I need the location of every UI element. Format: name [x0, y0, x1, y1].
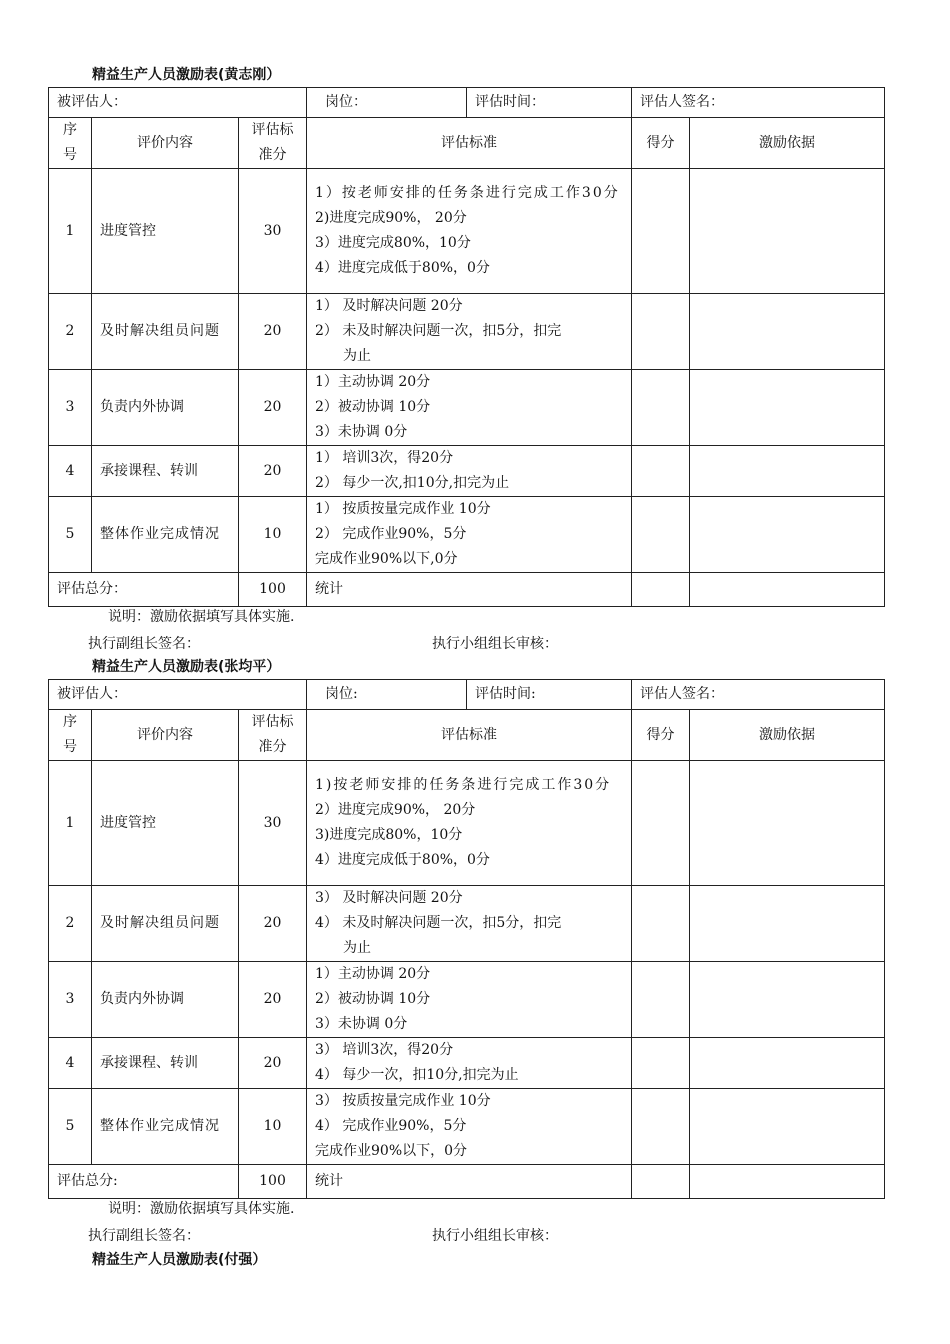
- vice-leader-signature-label: 执行副组长签名：: [88, 1228, 200, 1244]
- criteria-line: 3）进度完成80%，10分: [315, 235, 471, 251]
- total-row: [49, 573, 885, 607]
- total-label: 评估总分：: [49, 573, 239, 607]
- row-seq: 3: [49, 370, 92, 446]
- table-row: [49, 886, 885, 962]
- row-std-score: 20: [239, 446, 307, 497]
- evaluatee-label: 被评估人：: [49, 88, 307, 118]
- table-row: [49, 1089, 885, 1165]
- eval-time-label: 评估时间:: [467, 680, 632, 710]
- stat-label: 统计: [307, 573, 632, 607]
- row-basis[interactable]: [690, 446, 885, 497]
- row-criteria: [307, 294, 632, 370]
- row-seq: 5: [49, 1089, 92, 1165]
- row-content: 进度管控: [92, 761, 239, 886]
- row-score[interactable]: [632, 962, 690, 1038]
- total-label: 评估总分:: [49, 1165, 239, 1199]
- criteria-line: 完成作业90%以下,0分: [315, 551, 458, 567]
- criteria-line: 2）进度完成90%， 20分: [315, 802, 476, 818]
- row-score[interactable]: [632, 294, 690, 370]
- form-title: 精益生产人员激励表(黄志刚）: [92, 67, 281, 83]
- row-content: 整体作业完成情况: [92, 1089, 239, 1165]
- row-std-score: 10: [239, 497, 307, 573]
- row-score[interactable]: [632, 1038, 690, 1089]
- row-content: 承接课程、转训: [92, 446, 239, 497]
- row-score[interactable]: [632, 886, 690, 962]
- table-row: [49, 169, 885, 294]
- criteria-line: 4）进度完成低于80%，0分: [315, 260, 490, 276]
- evaluation-table: [48, 87, 885, 607]
- row-std-score: 30: [239, 169, 307, 294]
- vice-leader-signature-label: 执行副组长签名：: [88, 636, 200, 652]
- next-form-title: 精益生产人员激励表(付强）: [92, 1252, 267, 1268]
- evaluatee-label: 被评估人：: [49, 680, 307, 710]
- criteria-line: 3） 及时解决问题 20分: [315, 890, 463, 906]
- row-std-score: 20: [239, 294, 307, 370]
- criteria-line: 3） 按质按量完成作业 10分: [315, 1093, 491, 1109]
- criteria-line: 2)进度完成90%， 20分: [315, 210, 467, 226]
- row-basis[interactable]: [690, 370, 885, 446]
- criteria-line: 1）按老师安排的任务条进行完成工作30分: [315, 185, 620, 201]
- criteria-line: 1)按老师安排的任务条进行完成工作30分: [315, 777, 612, 793]
- row-seq: 4: [49, 446, 92, 497]
- table-row: [49, 446, 885, 497]
- row-score[interactable]: [632, 169, 690, 294]
- position-label: 岗位：: [307, 88, 467, 118]
- basis-header: 激励依据: [690, 118, 885, 169]
- row-criteria: [307, 886, 632, 962]
- criteria-line: 为止: [343, 348, 371, 364]
- criteria-line: 3）未协调 0分: [315, 1016, 408, 1032]
- total-value: 100: [239, 573, 307, 607]
- content-header: 评价内容: [92, 118, 239, 169]
- table-row: [49, 370, 885, 446]
- row-basis[interactable]: [690, 761, 885, 886]
- seq-header: 序号: [49, 710, 92, 761]
- criteria-line: 完成作业90%以下，0分: [315, 1143, 468, 1159]
- form-title: 精益生产人员激励表(张均平）: [92, 659, 281, 675]
- row-seq: 2: [49, 294, 92, 370]
- table-row: [49, 497, 885, 573]
- total-score[interactable]: [632, 1165, 690, 1199]
- content-header: 评价内容: [92, 710, 239, 761]
- row-score[interactable]: [632, 497, 690, 573]
- row-criteria: [307, 962, 632, 1038]
- row-criteria: [307, 1038, 632, 1089]
- criteria-line: 2） 完成作业90%，5分: [315, 526, 467, 542]
- info-row: [49, 680, 885, 710]
- note-text: 说明：激励依据填写具体实施.: [108, 1201, 295, 1217]
- row-content: 及时解决组员问题: [92, 886, 239, 962]
- criteria-line: 1）主动协调 20分: [315, 966, 431, 982]
- row-basis[interactable]: [690, 886, 885, 962]
- criteria-line: 2） 未及时解决问题一次，扣5分，扣完: [315, 323, 562, 339]
- criteria-line: 1）主动协调 20分: [315, 374, 431, 390]
- criteria-line: 4） 完成作业90%，5分: [315, 1118, 467, 1134]
- row-content: 承接课程、转训: [92, 1038, 239, 1089]
- leader-review-label: 执行小组组长审核：: [432, 636, 558, 652]
- total-score[interactable]: [632, 573, 690, 607]
- row-score[interactable]: [632, 370, 690, 446]
- table-row: [49, 294, 885, 370]
- criteria-line: 1） 及时解决问题 20分: [315, 298, 463, 314]
- score-header: 得分: [632, 710, 690, 761]
- row-basis[interactable]: [690, 962, 885, 1038]
- criteria-line: 4） 每少一次，扣10分,扣完为止: [315, 1067, 519, 1083]
- evaluator-sign-label: 评估人签名：: [632, 680, 885, 710]
- criteria-line: 2） 每少一次,扣10分,扣完为止: [315, 475, 510, 491]
- row-std-score: 20: [239, 370, 307, 446]
- criteria-line: 4） 未及时解决问题一次，扣5分，扣完: [315, 915, 562, 931]
- criteria-line: 4）进度完成低于80%，0分: [315, 852, 490, 868]
- evaluator-sign-label: 评估人签名：: [632, 88, 885, 118]
- criteria-line: 3）未协调 0分: [315, 424, 408, 440]
- criteria-header: 评估标准: [307, 118, 632, 169]
- row-content: 负责内外协调: [92, 962, 239, 1038]
- row-content: 及时解决组员问题: [92, 294, 239, 370]
- row-criteria: [307, 761, 632, 886]
- table-row: [49, 962, 885, 1038]
- row-basis[interactable]: [690, 1038, 885, 1089]
- row-seq: 3: [49, 962, 92, 1038]
- info-row: [49, 88, 885, 118]
- std-score-header: 评估标准分: [239, 710, 307, 761]
- evaluation-table: [48, 679, 885, 1199]
- row-score[interactable]: [632, 1089, 690, 1165]
- row-basis[interactable]: [690, 1089, 885, 1165]
- std-score-header: 评估标准分: [239, 118, 307, 169]
- seq-header: 序号: [49, 118, 92, 169]
- row-basis[interactable]: [690, 497, 885, 573]
- criteria-header: 评估标准: [307, 710, 632, 761]
- stat-label: 统计: [307, 1165, 632, 1199]
- row-std-score: 20: [239, 962, 307, 1038]
- criteria-line: 为止: [343, 940, 371, 956]
- total-basis[interactable]: [690, 1165, 885, 1199]
- row-content: 负责内外协调: [92, 370, 239, 446]
- criteria-line: 3） 培训3次，得20分: [315, 1042, 454, 1058]
- row-criteria: [307, 370, 632, 446]
- table-row: [49, 761, 885, 886]
- row-criteria: [307, 169, 632, 294]
- criteria-line: 2）被动协调 10分: [315, 991, 431, 1007]
- criteria-line: 2）被动协调 10分: [315, 399, 431, 415]
- row-std-score: 20: [239, 886, 307, 962]
- total-value: 100: [239, 1165, 307, 1199]
- row-score[interactable]: [632, 761, 690, 886]
- total-row: [49, 1165, 885, 1199]
- row-criteria: [307, 1089, 632, 1165]
- header-row: [49, 710, 885, 761]
- row-content: 整体作业完成情况: [92, 497, 239, 573]
- row-basis[interactable]: [690, 169, 885, 294]
- table-row: [49, 1038, 885, 1089]
- row-basis[interactable]: [690, 294, 885, 370]
- row-seq: 1: [49, 761, 92, 886]
- note-text: 说明：激励依据填写具体实施.: [108, 609, 295, 625]
- criteria-line: 1） 按质按量完成作业 10分: [315, 501, 491, 517]
- basis-header: 激励依据: [690, 710, 885, 761]
- criteria-line: 1） 培训3次，得20分: [315, 450, 454, 466]
- row-content: 进度管控: [92, 169, 239, 294]
- row-score[interactable]: [632, 446, 690, 497]
- row-std-score: 30: [239, 761, 307, 886]
- eval-time-label: 评估时间：: [467, 88, 632, 118]
- row-std-score: 20: [239, 1038, 307, 1089]
- header-row: [49, 118, 885, 169]
- row-criteria: [307, 497, 632, 573]
- total-basis[interactable]: [690, 573, 885, 607]
- leader-review-label: 执行小组组长审核：: [432, 1228, 558, 1244]
- row-criteria: [307, 446, 632, 497]
- row-seq: 5: [49, 497, 92, 573]
- score-header: 得分: [632, 118, 690, 169]
- row-seq: 4: [49, 1038, 92, 1089]
- row-seq: 1: [49, 169, 92, 294]
- position-label: 岗位:: [307, 680, 467, 710]
- row-std-score: 10: [239, 1089, 307, 1165]
- criteria-line: 3)进度完成80%，10分: [315, 827, 463, 843]
- row-seq: 2: [49, 886, 92, 962]
